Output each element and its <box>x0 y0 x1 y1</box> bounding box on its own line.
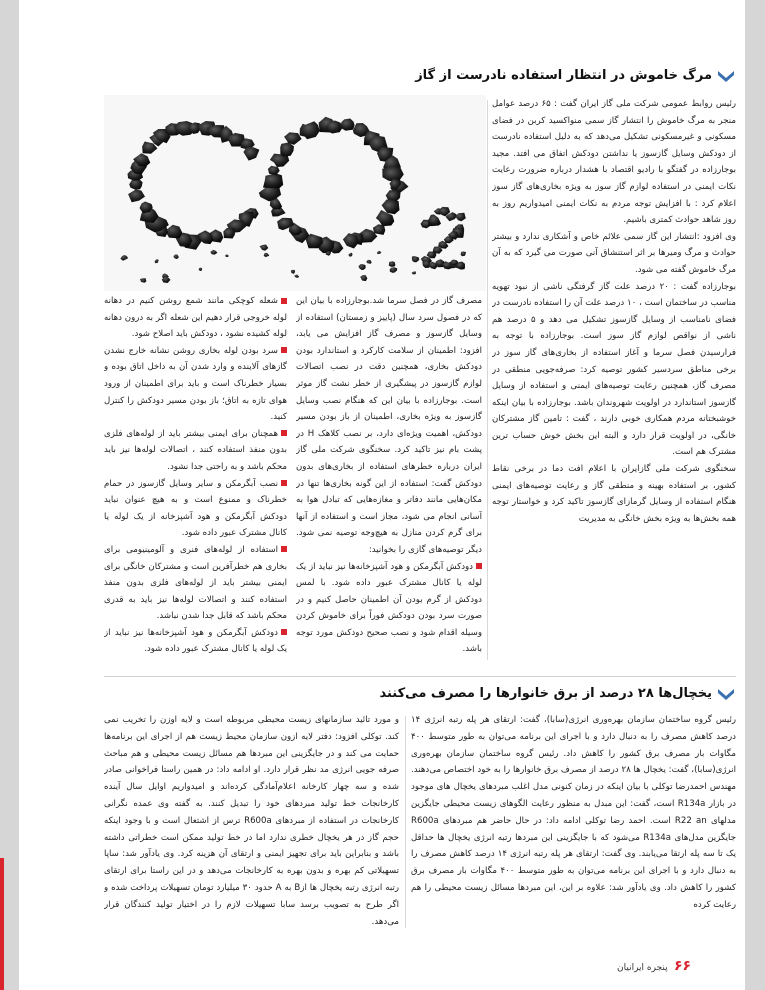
coal-lump <box>359 264 366 270</box>
article1-title <box>235 68 735 83</box>
paragraph: سخنگوی شرکت ملی گازایران با اعلام افت دما در برخی نقاط کشور، بر استفاده بهینه و منطقی گاز و رعایت توصیه‌های ایمنی هنگام استفاده از وسایل گرمازای گازسوز تاکید کرد و خواستار توجه همه بخش‌ها به ویژه بخش خانگی به مدیریت <box>492 464 736 524</box>
magazine-page <box>19 0 745 990</box>
paragraph: مصرف گاز در فصل سرما شد.بوجارزاده با بیان این که در فصول سرد سال (پاییز و زمستان) استفاده از وسایل گازسوز و مصرف گاز افزایش می یابد، افزود: اطمینان از سلامت کارکرد و استاندارد بودن دودکش بخاری، همچنین دقت در نصب اتصالات لوازم گازسوز در پیشگیری از خطر نشت گاز موثر است. بوجارزاده با بیان این که هنگام نصب وسایل گازسوز به ویژه بخاری، اطمینان از باز بودن مسیر دودکش، اهمیت ویژه‌ای دارد، بر نصب کلاهک H در پشت بام نیز تاکید کرد. سخنگوی شرکت ملی گاز ایران درباره خطرهای استفاده از بخاری‌های بدون دودکش گفت: استفاده از این گونه بخاری‌ها تنها در مکان‌هایی مانند دفاتر و مغازه‌هایی که تبادل هوا به آسانی انجام می شود، مجاز است و استفاده از آنها برای گرم کردن منازل به هیچ‌وجه توصیه نمی شود. دیگر توصیه‌های گازی را بخوانید: <box>296 296 482 555</box>
coal-lump <box>294 275 299 278</box>
tip-item: دودکش آبگرمکن و هود آشپزخانه‌ها نیز نباید از یک لوله یا کانال مشترک عبور داده شود. <box>104 627 287 655</box>
coal-lump <box>340 119 354 131</box>
coal-lump <box>390 267 398 273</box>
article1-column-left <box>104 293 287 665</box>
article1-column-middle <box>296 293 482 665</box>
co2-coal-photo <box>104 95 486 291</box>
red-edge-strip <box>0 858 4 990</box>
coal-lump <box>428 214 441 226</box>
paragraph: بوجارزاده گفت : ۲۰ درصد علت گاز گرفتگی ناشی از نبود تهویه مناسب در ساختمان است ، ۱۰ درصد علت آن را استفاده نادرست در فضای نامناسب از وسایل گازسوز تشکیل می دهد و ۵ درصد هم ناشی از نواقص لوازم گاز سوز است. بوجارزاده با توجه به فرارسیدن فصل سرما و آغاز استفاده از بخاری‌های گاز سوز در برخی مناطق سردسیر کشور توصیه کرد: صرفه‌جویی منطقی در مصرف گاز، همچنین رعایت توصیه‌های ایمنی و استفاده از وسایل گازسوز استاندارد در اولویت شهروندان باشد. بوجارزاده با بیان اینکه خوشبختانه مردم همکاری خوبی دارند ، گفت : تامین گاز مشترکان خانگی، در اولویت قرار دارد و البته این بخش خوش حساب ترین مشترک هم است. <box>492 281 736 458</box>
article1-column-right <box>492 96 736 761</box>
coal-lump <box>140 278 147 283</box>
article2-column-left <box>104 712 399 932</box>
coal-lump <box>174 255 179 260</box>
tip-item: همچنان برای ایمنی بیشتر باید از لوله‌های فلزی بدون منفذ استفاده کنند ، اتصالات لوله‌ها نیز باید محکم باشد و به راحتی جدا نشود. <box>104 428 287 472</box>
coal-lump <box>263 173 283 188</box>
article2-title <box>235 686 735 701</box>
chevron-marker-icon <box>717 687 735 701</box>
page-number: ۶۶ <box>674 958 692 974</box>
coal-lump <box>360 275 367 281</box>
coal-lump <box>367 260 372 264</box>
column-divider <box>487 100 488 660</box>
paragraph: رئیس گروه ساختمان سازمان بهره‌وری انرژی(سابا)، گفت: ارتقای هر پله رتبه انرژی ۱۴ درصد کاهش مصرف را به دنبال دارد و با اجرای این برنامه می‌توان به طور متوسط ۴۰۰ مگاوات بار مصرف برق کشور را کاهش داد. رئیس گروه ساختمان سازمان بهره‌وری انرژی(سابا)، گفت: یخچال ها ۲۸ درصد از مصرف برق خانوارها را به خود اختصاص می‌دهند. مهندس احمدرضا توکلی با بیان اینکه در زمان کنونی مدل اغلب مبردهای یخچال های موجود در بازار R134a است، گفت: این مبدل به منظور رعایت الگوهای زیست محیطی جایگزین مدلهای R22 an است. احمد رضا توکلی ادامه داد: در حال حاضر هم مبردهای R600a جایگزین مدل‌های R134a می‌شود که با جایگزینی این مبردها رتبه انرژی یخچال ها حداقل یک تا سه پله ارتقا می‌یابند. وی گفت: ارتقای هر پله رتبه انرژی ۱۴ درصد کاهش مصرف را به دنبال دارد و با اجرای این برنامه می‌توان به طور متوسط ۴۰۰ مگاوات بار مصرف برق کشور را کاهش داد. وی یادآور شد: علاوه بر این، این مبردها مسائل زیست محیطی را هم رعایت کرده <box>411 715 736 910</box>
red-bullet-icon <box>281 430 287 436</box>
tip-item: استفاده از لوله‌های فنری و آلومینیومی برای بخاری هم خطرآفرین است و مشترکان خانگی برای ایمنی بیشتر باید از لوله‌های فلزی بدون منفذ استفاده کنند و اتصالات لوله‌ها نیز باید به قدری محکم باشد که قابل جدا شدن نباشد. <box>104 544 287 622</box>
magazine-name: پنجره ایرانیان <box>617 963 668 973</box>
chevron-marker-icon <box>717 69 735 83</box>
coal-lump <box>348 253 352 257</box>
coal-lump <box>291 270 295 274</box>
article2-title-text: یخچال‌ها ۲۸ درصد از برق خانوارها را مصرف می‌کنند <box>379 686 712 701</box>
coal-lump <box>412 271 416 274</box>
coal-lump <box>461 252 466 257</box>
co2-lumps-illustration <box>104 95 486 291</box>
paragraph: وی افزود :انتشار این گاز سمی علائم خاص و آشکاری ندارد و بیشتر حوادث و مرگ ومیرها بر اثر استنشاق آنی صورت می گیرد که به آن مرگ خاموش گفته می شود. <box>492 231 736 275</box>
paragraph: و مورد تائید سازمانهای زیست محیطی مربوطه است و لایه اوزن را تخریب نمی کند. توکلی افزود: دفتر لایه ازون سازمان محیط زیست هم از اجرای این برنامه‌ها حمایت می کند و در جایگزینی این مبردها هم مسائل زیست محیطی و هم مباحث صرفه جویی انرژی مد نظر قرار دارد. او ادامه داد: در همین راستا فراخوانی صادر شده و سه چهار کارخانه اعلام‌آمادگی کرده‌اند و امیدواریم اوایل سال آینده کارخانجات خط تولید مبردهای خود را تبدیل کنند. به گفته وی عمده نگرانی کارخانجات در استفاده از مبردهای R600a ترس از اشتعال است و با وجود اینکه حجم گاز در هر یخچال خطری ندارد اما در خط تولید ممکن است خطراتی داشته باشد و بنابراین باید برای تجهیز ایمنی و ارتقای آن هزینه کرد. وی یادآور شد: ساپا تسهیلاتی کم بهره و بدون بهره به کارخانجات می‌دهد و در این راستا برای ارتقای رتبه انرژی رتبه یخچال ها ازB به A حدود ۳۰ میلیارد تومان تسهیلات پرداخت شده و اگر طرح به تصویب برسد سابا تسهیلات لازم را در اختیار تولید کنندگان قرار می‌دهد. <box>104 715 399 927</box>
coal-lump <box>225 254 228 257</box>
tip-item: دودکش آبگرمکن و هود آشپزخانه‌ها نیز نباید از یک لوله یا کانال مشترک عبور داده شود. با لمس دودکش از گرم بودن آن اطمینان حاصل کنیم و در صورت سرد بودن دودکش فوراً برای خاموش کردن وسیله اقدام شود و نصب صحیح دودکش مورد توجه باشد. <box>296 561 482 655</box>
tip-item: نصب آبگرمکن و سایر وسایل گازسوز در حمام خطرناک و ممنوع است و به هیچ عنوان نباید دودکش آبگرمکن و هود آشپزخانه از یک لوله یا کانال مشترک عبور داده شود. <box>104 478 287 539</box>
red-bullet-icon <box>281 480 287 486</box>
coal-lump <box>264 253 270 257</box>
section-divider <box>104 676 736 677</box>
article2-column-right <box>411 712 736 932</box>
coal-lump <box>377 251 381 254</box>
coal-lump <box>210 250 217 255</box>
coal-lump <box>280 142 294 156</box>
coal-lump <box>389 261 396 267</box>
coal-lump <box>243 147 259 161</box>
tip-item: سرد بودن لوله بخاری روشن نشانه خارج نشدن گازهای آلاینده و وارد شدن آن به داخل اتاق بوده و بسیار خطرناک است و باید برای اطمینان از ورود هوای تازه به اتاق؛ باز بودن مسیر دودکش را کنترل کنید. <box>104 345 287 423</box>
coal-lump <box>223 228 235 239</box>
red-bullet-icon <box>281 298 287 304</box>
article1-title-text: مرگ خاموش در انتظار استفاده نادرست از گاز <box>415 68 712 83</box>
red-bullet-icon <box>476 563 482 569</box>
coal-lump <box>155 259 159 263</box>
paragraph: رئیس روابط عمومی شرکت ملی گاز ایران گفت : ۶۵ درصد عوامل منجر به مرگ خاموش را انتشار گاز سمی منواکسید کربن در فضای مسکونی و غیرمسکونی تشکیل می‌دهد که به دلیل استفاده نادرست از دودکش وسایل گازسوز یا نداشتن دودکش اتفاق می افتد. مجید بوجارزاده در گفتگو با رادیو اقتصاد با هشدار درباره ضرورت رعایت نکات ایمنی در استفاده لوازم گاز سوز به ویژه بخاری‌های گاز سوز اعلام کرد : با افزایش توجه مردم به نکات ایمنی امیدواریم روز به روز شاهد حوادث کمتری باشیم. <box>492 99 736 226</box>
tip-item: شعله کوچکی مانند شمع روشن کنیم در دهانه لوله خروجی قرار دهیم این شعله اگر به درون دهانه لوله کشیده نشود ، دودکش باید اصلاح شود. <box>104 296 287 340</box>
coal-lump <box>373 224 385 235</box>
coal-lump <box>301 121 320 139</box>
coal-lump <box>120 255 128 261</box>
coal-lump <box>455 213 466 222</box>
coal-lump <box>128 190 145 203</box>
column-divider <box>405 716 406 928</box>
coal-lump <box>412 256 420 262</box>
coal-lump <box>199 268 202 272</box>
coal-lump <box>260 245 269 251</box>
red-bullet-icon <box>281 347 287 353</box>
red-bullet-icon <box>281 546 287 552</box>
red-bullet-icon <box>281 629 287 635</box>
coal-lump <box>268 166 280 176</box>
